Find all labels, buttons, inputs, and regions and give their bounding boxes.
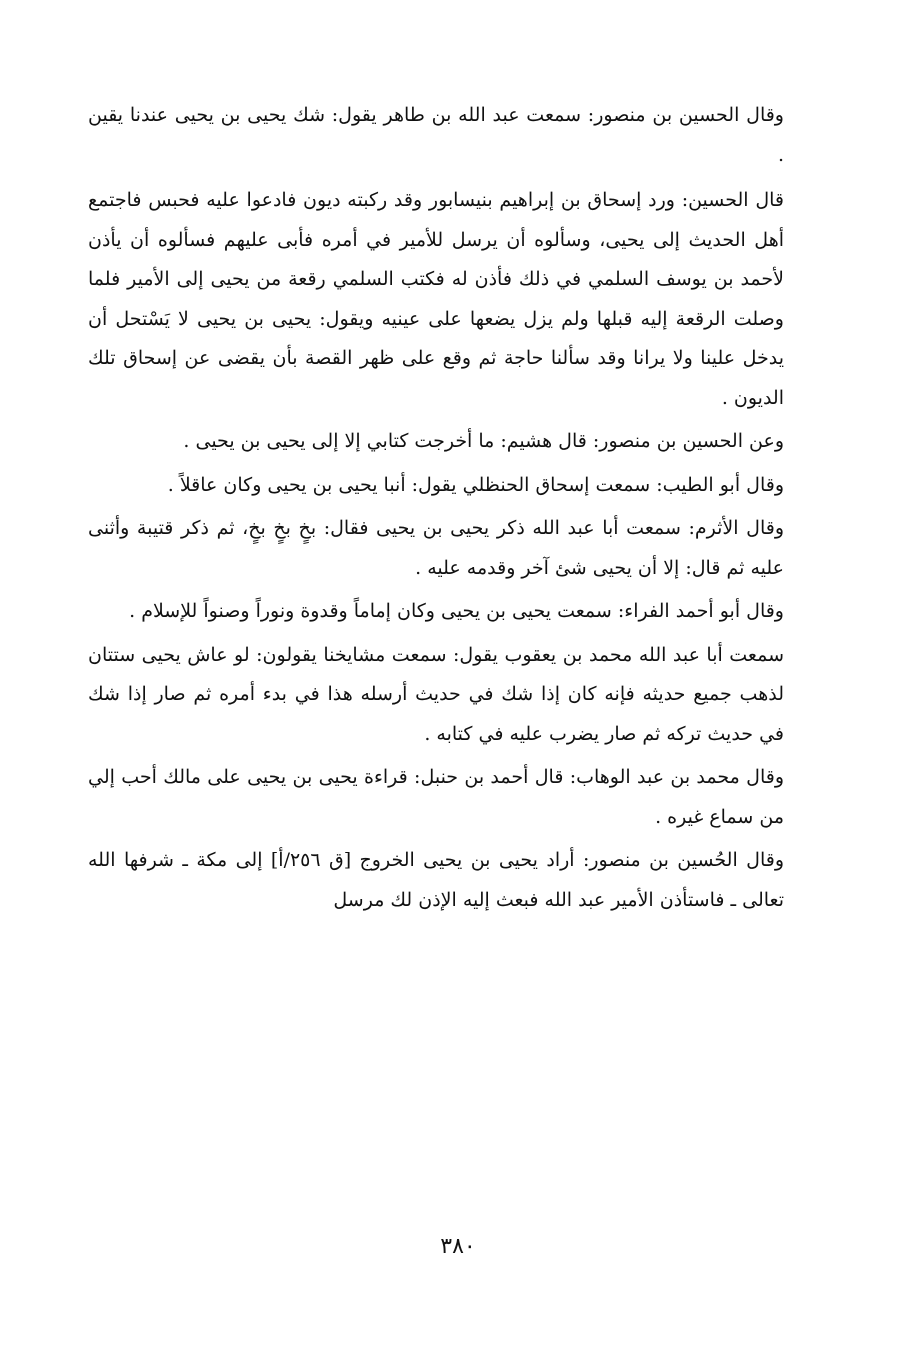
paragraph-3: وعن الحسين بن منصور: قال هشيم: ما أخرجت كتابي إلا إلى يحيى بن يحيى . bbox=[183, 430, 784, 452]
paragraph-9: وقال الحُسين بن منصور: أراد يحيى بن يحيى الخروج [ق ٢٥٦/أ] إلى مكة ـ شرفها الله تعالى ـ فاستأذن الأمير عبد الله فبعث إليه الإذن لك مرسل bbox=[88, 849, 784, 911]
paragraph-7: سمعت أبا عبد الله محمد بن يعقوب يقول: سمعت مشايخنا يقولون: لو عاش يحيى ستتان لذهب جميع حديثه فإنه كان إذا شك في حديث أرسله هذا في بدء أمره ثم صار إذا شك في حديث تركه ثم صار يضرب عليه في كتابه . bbox=[88, 643, 784, 745]
paragraph-8: وقال محمد بن عبد الوهاب: قال أحمد بن حنبل: قراءة يحيى بن يحيى على مالك أحب إلي من سماع غيره . bbox=[88, 766, 784, 828]
paragraph-5: وقال الأثرم: سمعت أبا عبد الله ذكر يحيى بن يحيى فقال: بخٍ بخٍ بخٍ، ثم ذكر قتيبة وأثنى عليه ثم قال: إلا أن يحيى شئ آخر وقدمه عليه . bbox=[88, 517, 784, 579]
page-number: ٣٨٠ bbox=[440, 1234, 476, 1259]
document-body bbox=[88, 96, 784, 924]
paragraph-1: وقال الحسين بن منصور: سمعت عبد الله بن طاهر يقول: شك يحيى بن يحيى عندنا يقين . bbox=[88, 104, 784, 166]
paragraph-2: قال الحسين: ورد إسحاق بن إبراهيم بنيسابور وقد ركبته ديون فادعوا عليه فحبس فاجتمع أهل الحديث إلى يحيى، وسألوه أن يرسل للأمير في أمره فأبى عليهم فسألوه أن يأذن لأحمد بن يوسف السلمي في ذلك فأذن له فكتب السلمي رقعة من يحيى إلى الأمير فلما وصلت الرقعة إليه قبلها ولم يزل يضعها على عينيه ويقول: يحيى بن يحيى لا يَسْتحل أن يدخل علينا ولا يرانا وقد سألنا حاجة ثم وقع على ظهر القصة بأن يقضى عن إسحاق تلك الديون . bbox=[88, 189, 784, 409]
paragraph-6: وقال أبو أحمد الفراء: سمعت يحيى بن يحيى وكان إماماً وقدوة ونوراً وصنواً للإسلام . bbox=[129, 600, 784, 622]
paragraph-4: وقال أبو الطيب: سمعت إسحاق الحنظلي يقول: أنبا يحيى بن يحيى وكان عاقلاً . bbox=[167, 473, 784, 496]
